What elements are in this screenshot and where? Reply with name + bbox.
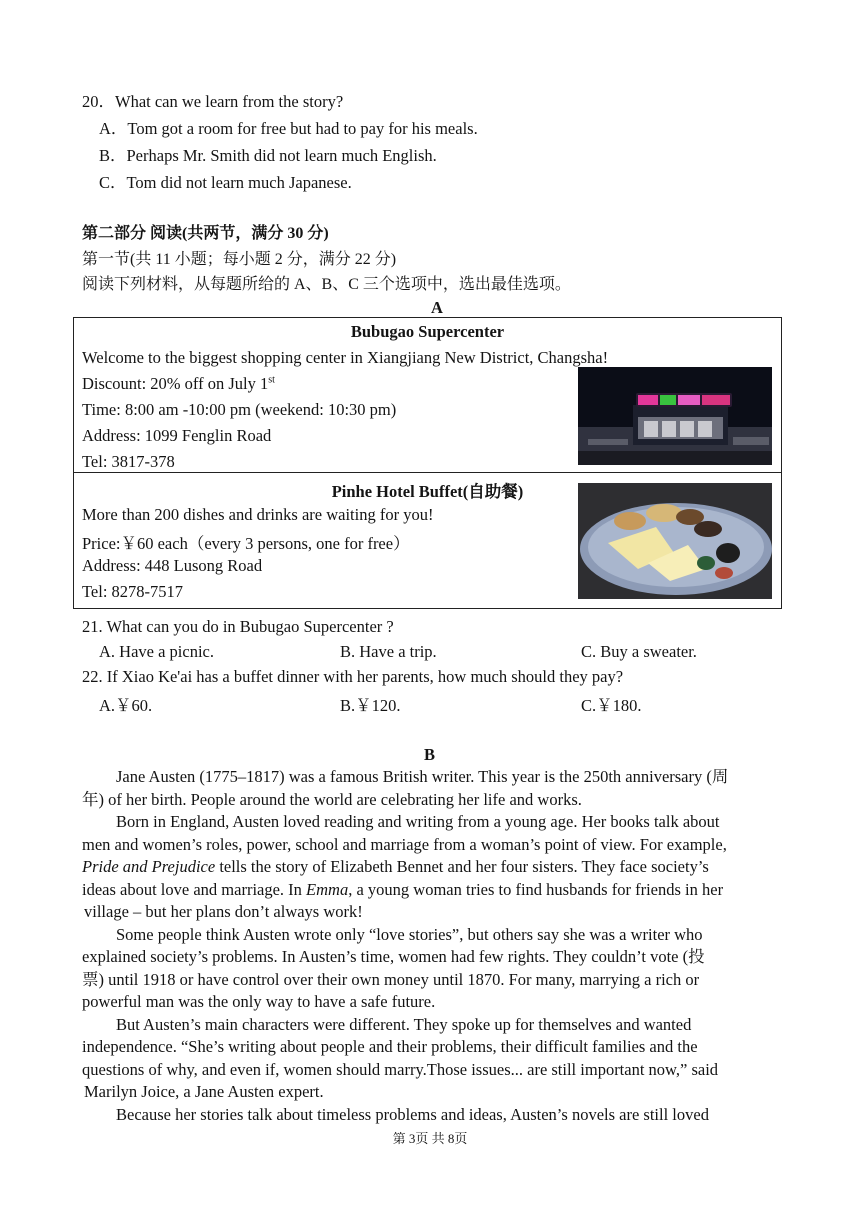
passage-b-p2-line4-b: , a young woman tries to find husbands for friends in her bbox=[348, 879, 724, 899]
ad2-address: Address: 448 Lusong Road bbox=[82, 556, 263, 575]
passage-b-p5-line1: Because her stories talk about timeless problems and ideas, Austen’s novels are still loved bbox=[116, 1104, 709, 1124]
passage-b-p2-line5: village – but her plans don’t always work! bbox=[84, 902, 363, 921]
question-20-stem: 20．What can we learn from the story? bbox=[82, 92, 344, 111]
ad2-tel: Tel: 8278-7517 bbox=[82, 582, 184, 601]
ad1-title: Bubugao Supercenter bbox=[350, 322, 505, 341]
passage-b-label: B bbox=[424, 745, 436, 764]
passage-b-p3-line4: powerful man was the only way to have a safe future. bbox=[82, 992, 436, 1011]
question-22-option-c: C.￥180. bbox=[581, 696, 642, 715]
ad2-price: Price:￥60 each（every 3 persons, one for free） bbox=[82, 534, 410, 553]
buffet-photo bbox=[578, 483, 772, 599]
passage-b-body bbox=[82, 766, 778, 1126]
question-22-option-a: A.￥60. bbox=[99, 696, 153, 715]
question-21-stem: 21. What can you do in Bubugao Supercenter ? bbox=[82, 617, 394, 636]
passage-b-p3-line3: 票) until 1918 or have control over their own money until 1870. For many, marrying a rich or bbox=[82, 969, 700, 989]
passage-b-p1-line2: 年) of her birth. People around the world are celebrating her life and works. bbox=[82, 789, 582, 809]
buffet-photo-drawing bbox=[578, 483, 772, 599]
passage-a-label: A bbox=[431, 298, 443, 317]
passage-b-p1-line1: Jane Austen (1775–1817) was a famous British writer. This year is the 250th anniversary (周 bbox=[116, 767, 729, 786]
book-title-emma: Emma bbox=[306, 879, 349, 899]
passage-b-p4-line1: But Austen’s main characters were different. They spoke up for themselves and wanted bbox=[116, 1014, 692, 1034]
page-footer: 第 3页 共 8页 bbox=[392, 1131, 468, 1146]
question-20-option-a: A．Tom got a room for free but had to pay for his meals. bbox=[99, 119, 478, 138]
ad1-time: Time: 8:00 am -10:00 pm (weekend: 10:30 pm) bbox=[82, 400, 397, 419]
passage-b-p4-line3: questions of why, and even if, women should marry.Those issues... are still important now,” said bbox=[82, 1059, 719, 1079]
passage-b-p2-line4 bbox=[82, 879, 778, 902]
ad1-welcome: Welcome to the biggest shopping center in Xiangjiang New District, Changsha! bbox=[82, 348, 609, 367]
question-20-option-b: B．Perhaps Mr. Smith did not learn much English. bbox=[99, 146, 437, 165]
passage-b-p2-line2: men and women’s roles, power, school and marriage from a woman’s point of view. For example, bbox=[82, 834, 727, 854]
question-21-option-a: A. Have a picnic. bbox=[99, 642, 214, 661]
question-21-option-b: B. Have a trip. bbox=[340, 642, 437, 661]
section1-heading: 第一节(共 11 小题；每小题 2 分，满分 22 分) bbox=[82, 251, 397, 268]
question-22-stem: 22. If Xiao Ke'ai has a buffet dinner with her parents, how much should they pay? bbox=[82, 667, 624, 686]
supercenter-photo bbox=[578, 367, 772, 465]
ad1-tel: Tel: 3817-378 bbox=[82, 452, 175, 471]
supercenter-photo-drawing bbox=[578, 367, 772, 465]
ad2-title: Pinhe Hotel Buffet(自助餐) bbox=[331, 482, 524, 501]
passage-b-p2-line3 bbox=[82, 856, 778, 879]
passage-b-p2-line1: Born in England, Austen loved reading and writing from a young age. Her books talk about bbox=[116, 812, 720, 831]
ad2-line1: More than 200 dishes and drinks are waiting for you! bbox=[82, 505, 434, 524]
question-21-option-c: C. Buy a sweater. bbox=[581, 642, 697, 661]
passage-b-p3-line2: explained society’s problems. In Austen’s time, women had few rights. They couldn’t vote (投 bbox=[82, 947, 705, 966]
ads-divider bbox=[74, 472, 781, 473]
part2-heading: 第二部分 阅读(共两节，满分 30 分) bbox=[82, 225, 329, 242]
reading-instruction: 阅读下列材料，从每题所给的 A、B、C 三个选项中，选出最佳选项。 bbox=[82, 276, 571, 293]
passage-b-p3-line1: Some people think Austen wrote only “love stories”, but others say she was a writer who bbox=[116, 924, 703, 944]
ad1-discount-text: Discount: 20% off on July 1 bbox=[82, 374, 269, 393]
passage-b-p2-line4-a: ideas about love and marriage. In bbox=[82, 879, 302, 899]
passage-b-p2-line3-text: tells the story of Elizabeth Bennet and her four sisters. They face society’s bbox=[219, 857, 709, 876]
book-title-pride: Pride and Prejudice bbox=[82, 857, 216, 876]
ad1-discount bbox=[82, 374, 275, 394]
question-22-option-b: B.￥120. bbox=[340, 696, 401, 715]
ad1-discount-sup: st bbox=[268, 374, 275, 386]
passage-b-p4-line4: Marilyn Joice, a Jane Austen expert. bbox=[84, 1082, 324, 1101]
question-20-option-c: C．Tom did not learn much Japanese. bbox=[99, 173, 352, 192]
ad1-address: Address: 1099 Fenglin Road bbox=[82, 426, 272, 445]
passage-b-p4-line2: independence. “She’s writing about people and their problems, their difficult families and the bbox=[82, 1037, 698, 1056]
